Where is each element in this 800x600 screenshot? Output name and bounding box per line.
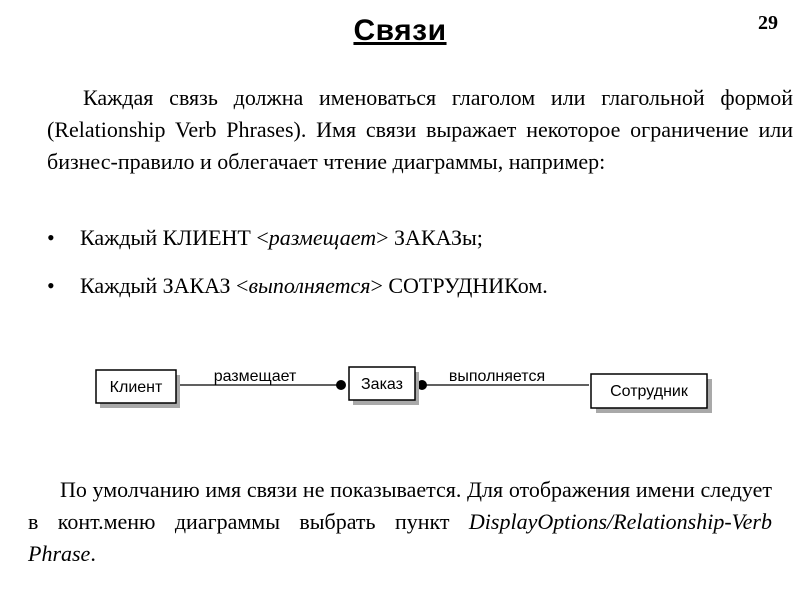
relationship-label-performs: выполняется [448,368,546,385]
intro-paragraph: Каждая связь должна именоваться глаголом или глагольной формой (Relationship Verb Phrases). Имя связи выражает некоторое ограничение или бизнес-правило и облегачает чтение диаграммы, например: [47,85,793,174]
note-text: По умолчанию имя связи не показывается. Для отображения имени следует в конт.меню диаграммы выбрать пункт [28,477,772,534]
relationship-label-places: размещает [213,368,297,385]
verb-phrase: размещает [268,225,377,250]
example-list [47,224,793,320]
note-end: . [90,541,96,566]
list-item [47,224,793,252]
list-item [47,272,793,300]
bullet-icon: • [47,273,55,298]
verb-phrase: выполняется [248,273,371,298]
er-diagram [88,352,728,422]
example-text-end: > ЗАКАЗы; [376,225,483,250]
bullet-icon: • [47,225,55,250]
entity-client: Клиент [109,379,163,396]
example-text-start: Каждый ЗАКАЗ < [80,273,249,298]
entity-order: Заказ [361,376,403,393]
menu-path: DisplayOptions/Relationship-Verb Phrase [28,509,772,566]
cardinality-dot-icon [336,380,346,390]
example-text-start: Каждый КЛИЕНТ < [80,225,269,250]
slide-title: Связи [353,14,447,47]
note-paragraph [28,474,772,570]
page-number: 29 [758,12,778,34]
example-text-end: > СОТРУДНИКом. [370,273,548,298]
entity-employee: Сотрудник [610,383,688,400]
